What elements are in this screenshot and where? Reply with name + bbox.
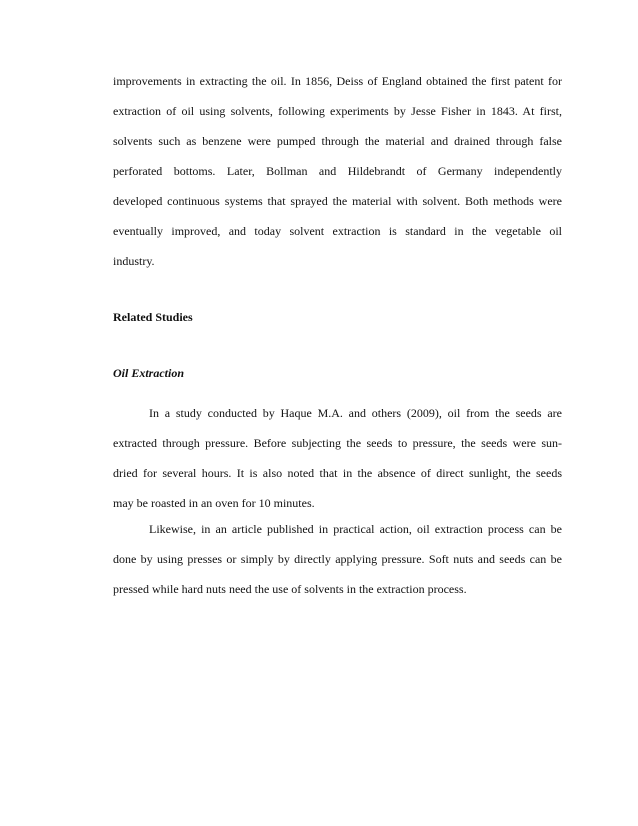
text-line: improvements in extracting the oil. In 1856, Deiss of England obtained the first patent for (113, 74, 562, 88)
paragraph-history (113, 66, 562, 276)
text-line: done by using presses or simply by directly applying pressure. Soft nuts and seeds can be (113, 552, 562, 566)
text-line: pressed while hard nuts need the use of solvents in the extraction process. (113, 582, 467, 596)
text-line: In a study conducted by Haque M.A. and others (2009), oil from the seeds are (149, 406, 562, 420)
heading-related-studies: Related Studies (113, 310, 193, 324)
text-line: extracted through pressure. Before subjecting the seeds to pressure, the seeds were sun- (113, 436, 562, 450)
paragraph-practical-action (113, 514, 562, 604)
text-line: dried for several hours. It is also noted that in the absence of direct sunlight, the seeds (113, 466, 562, 480)
heading-oil-extraction: Oil Extraction (113, 366, 185, 380)
text-line: solvents such as benzene were pumped through the material and drained through false (113, 134, 562, 148)
text-line: developed continuous systems that sprayed the material with solvent. Both methods were (113, 194, 562, 208)
text-line: Likewise, in an article published in practical action, oil extraction process can be (149, 522, 562, 536)
text-line: perforated bottoms. Later, Bollman and Hildebrandt of Germany independently (113, 164, 562, 178)
text-line: eventually improved, and today solvent extraction is standard in the vegetable oil (113, 224, 562, 238)
paragraph-haque-study (113, 398, 562, 518)
text-line: industry. (113, 254, 155, 268)
text-line: may be roasted in an oven for 10 minutes. (113, 496, 315, 510)
text-line: extraction of oil using solvents, following experiments by Jesse Fisher in 1843. At first, (113, 104, 562, 118)
